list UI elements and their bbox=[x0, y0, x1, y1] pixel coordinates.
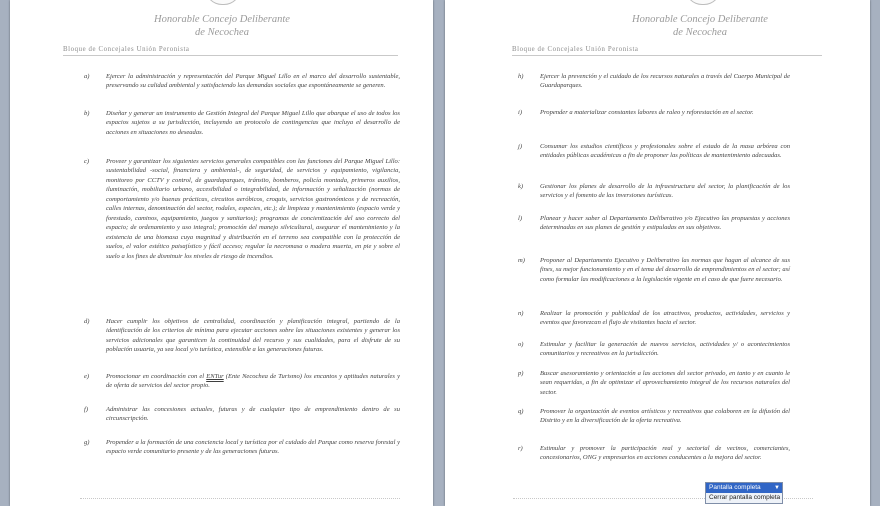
fullscreen-dropdown[interactable] bbox=[705, 482, 783, 504]
item-text: Consumar los estudios científicos y profesionales sobre el estado de la masa arbórea con entidades públicas académicas a fin de proponer las políticas de mantenimiento adecuadas. bbox=[540, 143, 790, 160]
exit-fullscreen-option[interactable]: Cerrar pantalla completa bbox=[706, 493, 782, 503]
item-label: a) bbox=[84, 73, 90, 80]
list-item-m bbox=[518, 256, 790, 284]
chevron-down-icon[interactable]: ▼ bbox=[774, 485, 780, 491]
list-item-e bbox=[84, 372, 400, 391]
bloque-label: Bloque de Concejales Unión Peronista bbox=[512, 46, 639, 53]
list-item-f bbox=[84, 405, 400, 424]
item-text: Administrar las concesiones actuales, futuras y de cualquier tipo de emprendimiento dentro de su circunscripción. bbox=[106, 406, 400, 423]
list-item-q bbox=[518, 407, 790, 426]
document-page-left bbox=[10, 0, 433, 506]
item-label: n) bbox=[518, 310, 524, 317]
page-header bbox=[550, 13, 850, 39]
item-label: q) bbox=[518, 408, 524, 415]
header-line-1: Honorable Concejo Deliberante bbox=[632, 14, 768, 25]
item-label: k) bbox=[518, 183, 524, 190]
item-text: Planear y hacer saber al Departamento Deliberativo y/o Ejecutivo las propuestas y acciones determinadas en sus planes de gestión y estipuladas en sus objetivos. bbox=[540, 215, 790, 232]
item-label: p) bbox=[518, 370, 524, 377]
item-text: Proponer al Departamento Ejecutivo y Deliberativo las normas que hagan al alcance de sus fines, su mejor funcionamiento y en el tema del desarrollo de emprendimientos en el sector; así como formular las modificaciones a la legislación vigente en el caso de que fuere necesario. bbox=[540, 257, 790, 283]
item-label: e) bbox=[84, 373, 90, 380]
list-item-j bbox=[518, 142, 790, 161]
item-label: d) bbox=[84, 318, 90, 325]
page-header bbox=[72, 13, 372, 39]
header-line-2: de Necochea bbox=[195, 27, 249, 38]
list-item-b bbox=[84, 109, 400, 137]
item-label: i) bbox=[518, 109, 522, 116]
item-label: r) bbox=[518, 445, 523, 452]
item-text: Propender a materializar constantes labores de raleo y reforestación en el sector. bbox=[540, 109, 754, 116]
entur-link: ENTur bbox=[206, 373, 224, 380]
fullscreen-selected-label: Pantalla completa bbox=[709, 484, 761, 491]
item-text: Ejercer la administración y representación del Parque Miguel Lillo en el marco del desarrollo sustentable, preservando su calidad ambiental y satisfaciendo las demandas sociales que espontáneamente se generen. bbox=[106, 73, 400, 90]
item-text: Ejercer la prevención y el cuidado de los recursos naturales a través del Cuerpo Municipal de Guardaparques. bbox=[540, 73, 790, 90]
item-label: g) bbox=[84, 439, 90, 446]
item-text: Estimular y promover la participación real y sectorial de vecinos, comerciantes, concesionarios, ONG y empresarios en acciones conducentes a la mejora del sector. bbox=[540, 445, 790, 462]
list-item-l bbox=[518, 214, 790, 233]
item-text: Diseñar y generar un instrumento de Gestión Integral del Parque Miguel Lillo que abarque el uso de todos los espacios sujetos a su jurisdicción, incluyendo un protocolo de contingencias que incluya el desarrollo de acciones en situaciones no deseadas. bbox=[106, 110, 400, 136]
item-text: Promover la organización de eventos artísticos y recreativos que colaboren en la difusión del Distrito y en la diversificación de la oferta recreativa. bbox=[540, 408, 790, 425]
item-text: Realizar la promoción y publicidad de los atractivos, productos, actividades, servicios y eventos que favorezcan el flujo de visitantes hacia el sector. bbox=[540, 310, 790, 327]
crest-emblem bbox=[685, 0, 721, 5]
item-text: Buscar asesoramiento y orientación a las acciones del sector privado, en tanto y en cuanto le sean requeridas, a fin de optimizar el aprovechamiento integral de los recursos naturales del sector. bbox=[540, 370, 790, 396]
list-item-a bbox=[84, 72, 400, 91]
header-divider bbox=[63, 55, 398, 56]
list-item-k bbox=[518, 182, 790, 201]
list-item-h bbox=[518, 72, 790, 91]
list-item-o bbox=[518, 340, 790, 359]
item-text: Proveer y garantizar los siguientes servicios generales compatibles con las funciones del Parque Miguel Lillo: sustentabilidad -social, financiera y ambiental-, de seguridad, de servicios y equipamiento, vigilancia, monitoreo por CCTV y control, de guardaparques, tránsito, bomberos, policía montada, primeros auxilios, iluminación, mobiliario urbano, accesibilidad o integrabilidad, de información y señalización (normas de comportamiento y/o buenas prácticas, circuitos aeróbicos, croquis, servicios gastronómicos y de recreación, calles internas, denominación del sector, rodales, especies, etc.); de limpieza y mantenimiento (espacio verde y forestado, caminos, equipamiento, juegos y sanitarios); programas de concientización del uso correcto del espacio; de ordenamiento y uso integral; promoción del manejo silvicultural, asegurar el mantenimiento y la existencia de una biomasa cuya magnitud y distribución en el terreno sea compatible con la protección de suelos, el valor estético paisajístico y fácil acceso; regular la necromasa o madera muerta, en pie y sobre el suelo a los fines de disminuir los niveles de riesgo de incendios. bbox=[106, 158, 400, 260]
next-page-edge bbox=[80, 498, 400, 505]
item-text bbox=[106, 372, 400, 391]
header-line-1: Honorable Concejo Deliberante bbox=[154, 14, 290, 25]
item-label: o) bbox=[518, 341, 524, 348]
header-line-2: de Necochea bbox=[673, 27, 727, 38]
item-label: b) bbox=[84, 110, 90, 117]
item-text: Gestionar los planes de desarrollo de la infraestructura del sector, la planificación de los servicios y el fomento de las inversiones turísticas. bbox=[540, 183, 790, 200]
bloque-label: Bloque de Concejales Unión Peronista bbox=[63, 46, 190, 53]
item-text-after: (Ente Necochea de Turismo) los encantos y aptitudes naturales y de oferta de servicios del sector propio. bbox=[106, 373, 400, 390]
item-text: Estimular y facilitar la generación de nuevos servicios, actividades y/ o acontecimientos comunitarios y recreativos en la jurisdicción. bbox=[540, 341, 790, 358]
crest-emblem bbox=[205, 0, 241, 5]
item-label: h) bbox=[518, 73, 524, 80]
list-item-i bbox=[518, 108, 790, 117]
item-label: c) bbox=[84, 158, 90, 165]
item-label: m) bbox=[518, 257, 525, 264]
list-item-d bbox=[84, 317, 400, 355]
item-label: j) bbox=[518, 143, 522, 150]
item-text: Propender a la formación de una conciencia local y turística por el cuidado del Parque como reserva forestal y espacio verde comunitario presente y de las generaciones futuras. bbox=[106, 439, 400, 456]
list-item-c bbox=[84, 157, 400, 261]
list-item-p bbox=[518, 369, 790, 397]
item-text: Hacer cumplir los objetivos de centralidad, coordinación y planificación integral, partiendo de la identificación de los criterios de mínima para ejecutar acciones sobre las situaciones existentes y generar los servicios adicionales que garanticen la continuidad del recurso y sus cualidades, para el disfrute de su población usuaria, ya sea local y/o turística, extensible a las generaciones futuras. bbox=[106, 318, 400, 354]
item-text-before: Promocionar en coordinación con el bbox=[106, 373, 207, 380]
item-label: l) bbox=[518, 215, 522, 222]
header-divider bbox=[512, 55, 822, 56]
list-item-n bbox=[518, 309, 790, 328]
list-item-g bbox=[84, 438, 400, 457]
list-item-r bbox=[518, 444, 790, 463]
document-page-right bbox=[445, 0, 870, 506]
fullscreen-select[interactable] bbox=[706, 483, 782, 493]
item-label: f) bbox=[84, 406, 88, 413]
